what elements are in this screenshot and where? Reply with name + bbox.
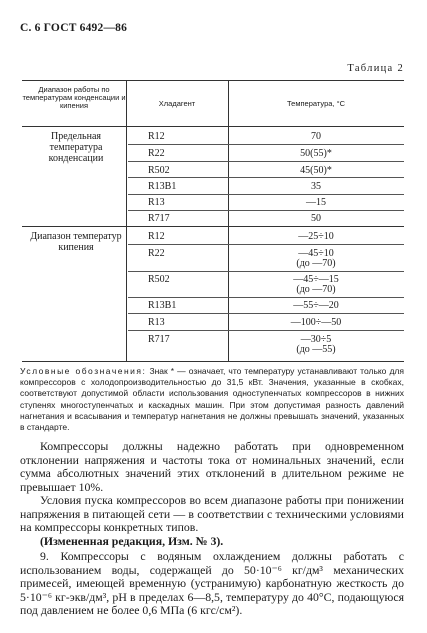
refrigerant-cell: R502 <box>148 165 170 176</box>
refrigerant-cell: R717 <box>148 334 170 345</box>
refrigerant-cell: R502 <box>148 274 170 285</box>
refrigerant-table <box>22 80 404 362</box>
col-header-temperature: Температура, °С <box>286 99 345 108</box>
temperature-cell: 45(50)* <box>300 165 332 176</box>
temperature-cell: —25÷10 <box>298 231 334 242</box>
paragraph-text: Условия пуска компрессоров во всем диапазоне работы при понижении напряжения в питающей сети — в соответствии с техническими условиями на компрессоры конкретных типов. <box>20 493 404 534</box>
row-separator <box>128 271 404 272</box>
refrigerant-cell: R22 <box>148 248 165 259</box>
temperature-extra-cell: (до —70) <box>296 284 336 295</box>
row-separator <box>128 210 404 211</box>
footnote-lead: Условные обозначения: <box>20 366 147 376</box>
table-group-rule <box>22 226 404 227</box>
row-separator <box>128 194 404 195</box>
table-col-divider-1 <box>126 80 127 361</box>
temperature-cell: —55÷—20 <box>293 300 339 311</box>
refrigerant-cell: R717 <box>148 213 170 224</box>
temperature-cell: —45÷10 <box>298 248 334 259</box>
revision-text: (Измененная редакция, Изм. № 3). <box>40 534 224 548</box>
temperature-cell: —45÷—15 <box>293 274 339 285</box>
temperature-cell: —15 <box>306 197 326 208</box>
section-9-paragraph <box>20 550 404 618</box>
table-footnote <box>20 366 404 433</box>
paragraph-text: Компрессоры должны надежно работать при одновременном отклонении напряжения и частоты тока от номинальных значений, если сумма абсолютных значений этих отклонений в длительном режиме не превышает 10%. <box>20 439 404 494</box>
table-header-rule <box>22 126 404 127</box>
temperature-cell: —100÷—50 <box>290 317 342 328</box>
temperature-cell: 35 <box>311 181 321 192</box>
row-separator <box>128 330 404 331</box>
refrigerant-cell: R12 <box>148 131 165 142</box>
refrigerant-cell: R13B1 <box>148 300 177 311</box>
page-header: С. 6 ГОСТ 6492—86 <box>20 22 128 34</box>
section-9-text: 9. Компрессоры с водяным охлаждением должны работать с использованием воды, содержащей до 50·10⁻⁶ кг/дм³ механических примесей, имеющей временную (устранимую) карбонатную жесткость до 5·10⁻⁶ кг-экв/дм³, pH в пределах 6—8,5, температуру до 40°С, подающуюся под давлением не более 0,6 МПа (6 кгс/см²). <box>20 549 404 617</box>
refrigerant-cell: R13 <box>148 317 165 328</box>
row-separator <box>128 313 404 314</box>
temperature-extra-cell: (до —55) <box>296 344 336 355</box>
refrigerant-cell: R12 <box>148 231 165 242</box>
row-separator <box>128 177 404 178</box>
temperature-cell: 70 <box>311 131 321 142</box>
temperature-cell: —30÷5 <box>300 334 332 345</box>
temperature-cell: 50(55)* <box>300 148 332 159</box>
table-caption: Таблица 2 <box>347 63 404 74</box>
table-bottom-rule <box>22 361 404 362</box>
col-header-range: Диапазон работы по температурам конденсации и кипения <box>22 85 126 110</box>
refrigerant-cell: R13 <box>148 197 165 208</box>
table-top-rule <box>22 80 404 81</box>
group-label-condensation: Предельная температура конденсации <box>48 131 104 164</box>
footnote-text: Знак * — означает, что температуру устанавливают только для компрессоров с холодопроизводительностью до 31,5 кВт. Значения, указанные в скобках, соответствуют допустимой области использования одноступенчатых компрессоров в нижних ступенях многоступенчатых и каскадных машин. При этом допустимая разность давлений нагнетания и всасывания и температур нагнетания не должны превышать значений, указанных в стандарте. <box>20 366 404 433</box>
revision-note <box>20 535 404 549</box>
col-header-refrigerant: Хладагент <box>158 99 196 108</box>
body-paragraph <box>20 440 404 494</box>
row-separator <box>128 244 404 245</box>
temperature-extra-cell: (до —70) <box>296 258 336 269</box>
row-separator <box>128 144 404 145</box>
group-label-boiling: Диапазон температур кипения <box>30 231 122 253</box>
refrigerant-cell: R22 <box>148 148 165 159</box>
row-separator <box>128 297 404 298</box>
row-separator <box>128 161 404 162</box>
body-paragraph <box>20 494 404 535</box>
refrigerant-cell: R13B1 <box>148 181 177 192</box>
temperature-cell: 50 <box>311 213 321 224</box>
